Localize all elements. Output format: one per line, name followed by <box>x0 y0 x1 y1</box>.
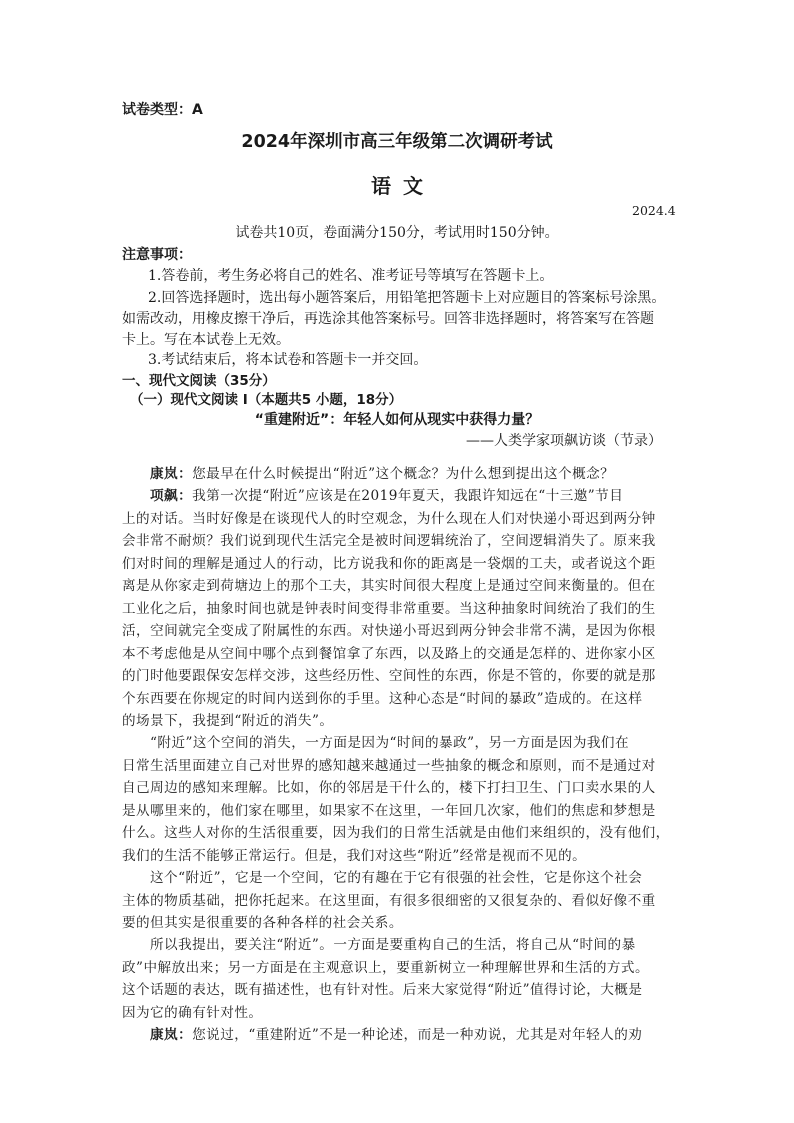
article-line <box>122 687 642 707</box>
article-line <box>122 597 656 617</box>
article-line <box>122 552 656 572</box>
article-line <box>122 821 670 841</box>
subject-title: 语文 <box>371 174 435 198</box>
line-text: 会非常不耐烦？我们说到现代生活完全是被时间逻辑统治了，空间逻辑消失了。原来我 <box>122 533 656 550</box>
article-line <box>122 529 656 549</box>
line-text: 什么。这些人对你的生活很重要，因为我们的日常生活就是由他们来组织的，没有他们， <box>122 825 670 842</box>
exam-date: 2024.4 <box>632 203 676 218</box>
article-line <box>122 574 656 594</box>
notes-heading: 注意事项： <box>122 247 192 263</box>
article-line <box>122 844 586 864</box>
line-text: 自己周边的感知来理解。比如，你的邻居是干什么的，楼下打扫卫生、门口卖水果的人 <box>122 780 656 797</box>
line-text: 您最早在什么时候提出“附近”这个概念？为什么想到提出这个概念？ <box>192 466 615 482</box>
speaker-label: 项飙： <box>150 488 193 505</box>
exam-overview: 试卷共10页，卷面满分150分，考试用时150分钟。 <box>235 225 559 241</box>
line-text: 政”中解放出来；另一方面是在主观意识上，要重新树立一种理解世界和生活的方式。 <box>122 959 650 976</box>
article-line <box>150 484 623 504</box>
exam-type-label: 试卷类型：A <box>122 102 203 118</box>
speaker-label: 康岚： <box>150 1027 193 1044</box>
article-line <box>122 754 656 774</box>
article-line <box>150 866 642 886</box>
line-text: 们对时间的理解是通过人的行动，比方说我和你的距离是一袋烟的工夫，或者说这个距 <box>122 555 656 572</box>
line-text: 所以我提出，要关注“附近”。一方面是要重构自己的生活，将自己从“时间的暴 <box>150 937 636 954</box>
line-text: 这个话题的表达，既有描述性，也有针对性。后来大家觉得“附近”值得讨论，大概是 <box>122 982 643 999</box>
line-text: 的场景下，我提到“附近的消失”。 <box>122 712 334 729</box>
article-line <box>122 709 333 729</box>
line-text: 本不考虑他是从空间中哪个点到餐馆拿了东西，以及路上的交通是怎样的、进你家小区 <box>122 645 656 662</box>
article-line <box>122 911 403 931</box>
note-line: 卡上。写在本试卷上无效。 <box>122 332 290 348</box>
article-line <box>122 956 649 976</box>
article-line <box>122 799 656 819</box>
line-text: 个东西要在你规定的时间内送到你的手里。这种心态是“时间的暴政”造成的。在这样 <box>122 690 643 707</box>
article-line <box>122 1001 262 1021</box>
article-line <box>122 619 656 639</box>
line-text: 离是从你家走到荷塘边上的那个工夫，其实时间很大程度上是通过空间来衡量的。但在 <box>122 578 656 595</box>
article-line <box>122 889 656 909</box>
line-text: 因为它的确有针对性。 <box>122 1004 263 1021</box>
article-line <box>150 1023 642 1043</box>
subsection-heading: （一）现代文阅读 I（本题共5 小题，18分） <box>130 392 403 408</box>
article-line <box>122 776 656 796</box>
article-line <box>150 462 614 482</box>
line-text: 我第一次提“附近”应该是在2019年夏天，我跟许知远在“十三邀”节目 <box>192 488 624 505</box>
line-text: 的门时他要跟保安怎样交涉，这些经历性、空间性的东西，你是不管的，你要的就是那 <box>122 668 656 685</box>
line-text: 这个“附近”，它是一个空间，它的有趣在于它有很强的社会性，它是你这个社会 <box>150 870 643 887</box>
note-line: 3.考试结束后，将本试卷和答题卡一并交回。 <box>148 352 428 368</box>
line-text: 是从哪里来的，他们家在哪里，如果家不在这里，一年回几次家，他们的焦虑和梦想是 <box>122 802 656 819</box>
article-line <box>122 642 656 662</box>
line-text: 工业化之后，抽象时间也就是钟表时间变得非常重要。当这种抽象时间统治了我们的生 <box>122 600 656 617</box>
article-title: “重建附近”：年轻人如何从现实中获得力量？ <box>254 412 540 428</box>
line-text: 我们的生活不能够正常运行。但是，我们对这些“附近”经常是视而不见的。 <box>122 847 587 864</box>
speaker-label: 康岚： <box>150 466 193 482</box>
article-source: ——人类学家项飙访谈（节录） <box>466 433 662 449</box>
line-text: 日常生活里面建立自己对世界的感知越来越通过一些抽象的概念和原则，而不是通过对 <box>122 757 656 774</box>
line-text: 主体的物质基础，把你托起来。在这里面，有很多很细密的又很复杂的、看似好像不重 <box>122 892 656 909</box>
note-line: 如需改动，用橡皮擦干净后，再选涂其他答案标号。回答非选择题时，将答案写在答题 <box>122 311 654 327</box>
article-line <box>150 933 636 953</box>
line-text: 活，空间就完全变成了附属性的东西。对快递小哥迟到两分钟会非常不满，是因为你根 <box>122 623 656 640</box>
article-line <box>150 731 629 751</box>
article-line <box>122 507 656 527</box>
note-line: 2.回答选择题时，选出每小题答案后，用铅笔把答题卡上对应题目的答案标号涂黑。 <box>148 290 666 306</box>
line-text: 上的对话。当时好像是在谈现代人的时空观念，为什么现在人们对快递小哥迟到两分钟 <box>122 510 656 527</box>
section-heading: 一、现代文阅读（35分） <box>122 373 276 389</box>
line-text: 要的但其实是很重要的各种各样的社会关系。 <box>122 915 403 931</box>
note-line: 1.答卷前，考生务必将自己的姓名、准考证号等填写在答题卡上。 <box>148 268 554 284</box>
line-text: “附近”这个空间的消失，一方面是因为“时间的暴政”，另一方面是因为我们在 <box>150 735 629 752</box>
line-text: 您说过，“重建附近”不是一种论述，而是一种劝说，尤其是对年轻人的劝 <box>192 1027 643 1044</box>
exam-title: 2024年深圳市高三年级第二次调研考试 <box>241 132 553 152</box>
article-line <box>122 664 656 684</box>
article-line <box>122 978 642 998</box>
